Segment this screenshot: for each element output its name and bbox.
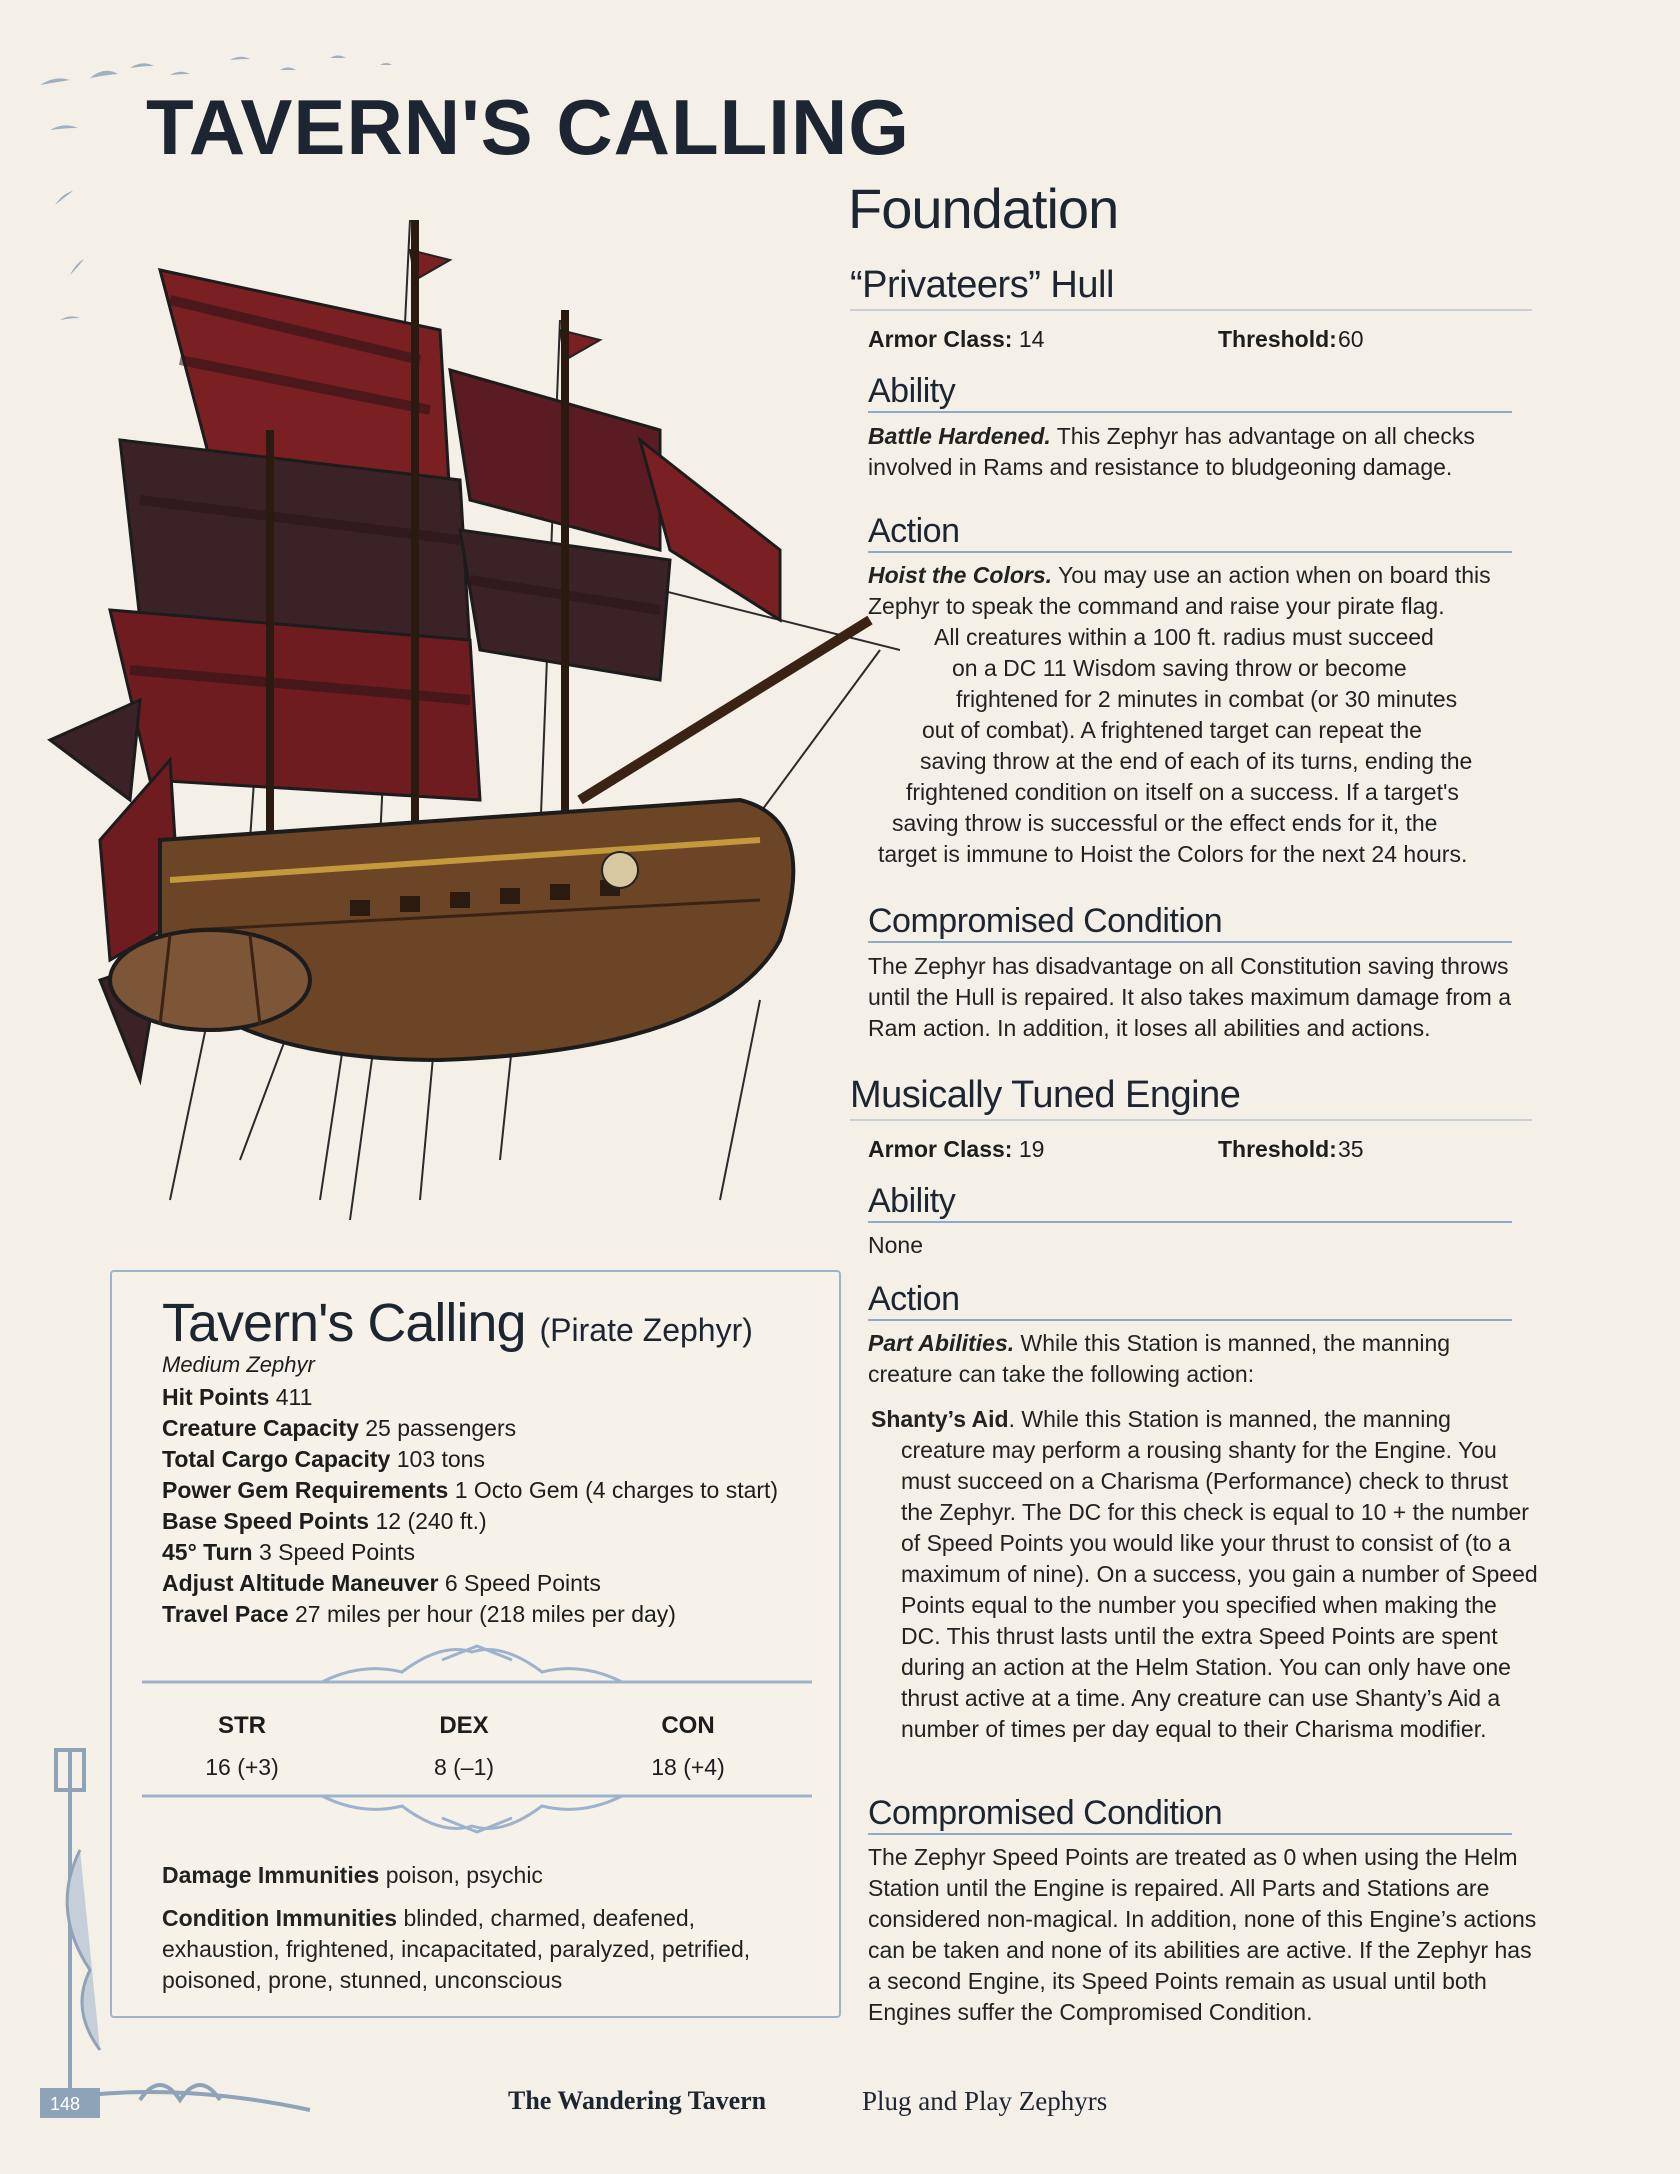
stat-line: [162, 1599, 676, 1630]
stat-line: [162, 1413, 516, 1444]
stat-line: [162, 1568, 601, 1599]
stat-line: [162, 1444, 485, 1475]
zephyr-subtitle: (Pirate Zephyr): [539, 1312, 753, 1348]
engine-action-text: [868, 1328, 1508, 1390]
ability-str-label: STR: [218, 1712, 266, 1739]
hoist-line-4: frightened for 2 minutes in combat (or 30 minutes: [956, 686, 1458, 712]
engine-heading: Musically Tuned Engine: [850, 1074, 1532, 1121]
stat-label: Hit Points: [162, 1384, 270, 1410]
foundation-heading: Foundation: [848, 177, 1119, 240]
hoist-line-2: All creatures within a 100 ft. radius must succeed: [934, 624, 1434, 650]
stat-value: 411: [275, 1384, 313, 1410]
condition-immunities-value: blinded, charmed, deafened, exhaustion, frightened, incapacitated, paralyzed, petrified, poisoned, prone, stunned, unconscious: [162, 1905, 751, 1993]
stat-label: Base Speed Points: [162, 1508, 370, 1534]
ornament-divider: [142, 1642, 812, 1692]
footer-book-title: The Wandering Tavern: [508, 2086, 767, 2115]
part-abilities-desc: While this Station is manned, the manning creature can take the following action:: [868, 1330, 1451, 1387]
stat-block-name: [162, 1292, 753, 1354]
engine-ac-value: 19: [1018, 1136, 1045, 1162]
ability-con-label: CON: [661, 1712, 715, 1739]
engine-compromised-text: The Zephyr Speed Points are treated as 0 when using the Helm Station until the Engine is repaired. All Parts and Stations are considered non-magical. In addition, none of this Engine’s actions can be taken and none of its abilities are active. If the Zephyr has a second Engine, its Speed Points remain as usual until both Engines suffer the Compromised Condition.: [868, 1844, 1537, 2025]
stat-label: 45° Turn: [162, 1539, 253, 1565]
stat-value: 103 tons: [396, 1446, 485, 1472]
stat-line: [162, 1475, 778, 1506]
hull-heading: “Privateers” Hull: [850, 264, 1532, 311]
damage-immunities-label: Damage Immunities: [162, 1862, 380, 1888]
stat-label: Adjust Altitude Maneuver: [162, 1570, 439, 1596]
ability-con-value: 18 (+4): [651, 1754, 725, 1780]
hoist-colors-name: Hoist the Colors.: [868, 562, 1053, 588]
zephyr-type: Medium Zephyr: [162, 1352, 315, 1377]
shanty-aid-name: Shanty’s Aid: [871, 1406, 1009, 1432]
battle-hardened-desc: This Zephyr has advantage on all checks involved in Rams and resistance to bludgeoning damage.: [868, 423, 1475, 480]
shanty-aid-text: [856, 1404, 1541, 1745]
hull-stats: [868, 326, 1508, 353]
stat-line: [162, 1506, 487, 1537]
stat-label: Total Cargo Capacity: [162, 1446, 391, 1472]
engine-threshold-label: Threshold:: [1218, 1136, 1337, 1162]
damage-immunities-value: poison, psychic: [385, 1862, 543, 1888]
stat-value: 6 Speed Points: [444, 1570, 601, 1596]
stat-label: Power Gem Requirements: [162, 1477, 449, 1503]
hull-action-heading: Action: [868, 512, 1512, 553]
hoist-colors-text: [868, 560, 1548, 870]
stat-label: Travel Pace: [162, 1601, 289, 1627]
hull-ac-label: Armor Class:: [868, 326, 1013, 352]
engine-compromised-heading: Compromised Condition: [868, 1794, 1512, 1835]
engine-ac-label: Armor Class:: [868, 1136, 1013, 1162]
hull-threshold-value: 60: [1338, 326, 1364, 352]
hoist-line-5: out of combat). A frightened target can repeat the: [922, 717, 1422, 743]
condition-immunities-label: Condition Immunities: [162, 1905, 398, 1931]
shanty-aid-desc: . While this Station is manned, the manning creature may perform a rousing shanty for the Engine. You must succeed on a Charisma (Performance) check to thrust the Zephyr. The DC for this check is equal to 10 + the number of Speed Points you would like your thrust to consist of (to a maximum of nine). On a success, you gain a number of Speed Points equal to the number you specified when making the DC. This thrust lasts until the extra Speed Points are spent during an action at the Helm Station. You can only have one thrust active at a time. Any creature can use Shanty’s Aid a number of times per day equal to their Charisma modifier.: [901, 1406, 1538, 1742]
hoist-line-3: on a DC 11 Wisdom saving throw or become: [952, 655, 1407, 681]
lamppost-decoration: [20, 1730, 320, 2130]
ability-dex-value: 8 (–1): [433, 1754, 495, 1780]
hull-compromised-text: The Zephyr has disadvantage on all Constitution saving throws until the Hull is repaired. It also takes maximum damage from a Ram action. In addition, it loses all abilities and actions.: [868, 953, 1511, 1041]
battle-hardened-name: Battle Hardened.: [868, 423, 1051, 449]
engine-action-heading: Action: [868, 1280, 1512, 1321]
footer-chapter-title: Plug and Play Zephyrs: [862, 2086, 1108, 2116]
pirate-ship-illustration: [20, 200, 900, 1250]
engine-ability-text: None: [868, 1232, 923, 1258]
hull-ac-value: 14: [1018, 326, 1045, 352]
stat-value: 12 (240 ft.): [375, 1508, 487, 1534]
hoist-line-6: saving throw at the end of each of its turns, ending the: [920, 748, 1473, 774]
hoist-line-8: saving throw is successful or the effect ends for it, the: [892, 810, 1438, 836]
hull-ability-heading: Ability: [868, 372, 1512, 413]
stat-value: 27 miles per hour (218 miles per day): [295, 1601, 676, 1627]
stat-line: [162, 1537, 415, 1568]
hoist-line-1: Zephyr to speak the command and raise your pirate flag.: [868, 593, 1445, 619]
stat-line: [162, 1382, 312, 1413]
engine-stats: [868, 1136, 1508, 1163]
ability-str-value: 16 (+3): [205, 1754, 279, 1780]
page-title: TAVERN'S CALLING: [146, 83, 910, 171]
stat-value: 25 passengers: [365, 1415, 517, 1441]
hoist-line-9: target is immune to Hoist the Colors for the next 24 hours.: [878, 841, 1468, 867]
engine-ability-heading: Ability: [868, 1182, 1512, 1223]
ability-dex-label: DEX: [439, 1712, 489, 1739]
engine-threshold-value: 35: [1338, 1136, 1364, 1162]
hull-threshold-label: Threshold:: [1218, 326, 1337, 352]
hull-compromised-heading: Compromised Condition: [868, 902, 1512, 943]
hull-ability-text: [868, 421, 1508, 483]
hoist-line-7: frightened condition on itself on a success. If a target's: [906, 779, 1459, 805]
part-abilities-name: Part Abilities.: [868, 1330, 1015, 1356]
hoist-line-0: You may use an action when on board this: [1058, 562, 1491, 588]
stat-value: 1 Octo Gem (4 charges to start): [454, 1477, 779, 1503]
page-number: 148: [50, 2094, 81, 2114]
zephyr-name: Tavern's Calling: [162, 1293, 526, 1353]
stat-label: Creature Capacity: [162, 1415, 359, 1441]
stat-value: 3 Speed Points: [258, 1539, 415, 1565]
